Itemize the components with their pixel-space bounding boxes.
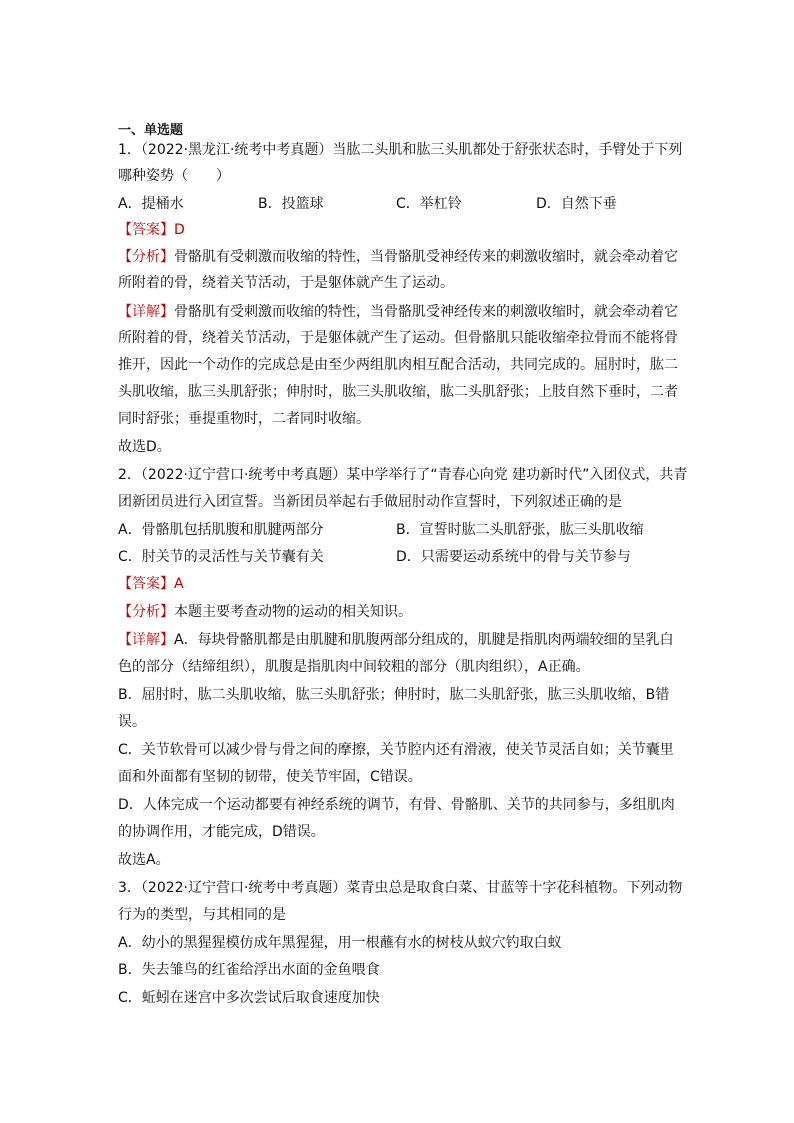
q1-conclusion: 故选D。 — [118, 439, 171, 455]
q1-detail-line1 — [118, 302, 678, 322]
q3-stem-line2: 行为的类型，与其相同的是 — [118, 907, 286, 923]
q1-detail-line3: 推开，因此一个动作的完成总是由至少两组肌肉相互配合活动，共同完成的。屈肘时，肱二 — [118, 357, 678, 373]
q2-stem-line2: 团新团员进行入团宣誓。当新团员举起右手做屈肘动作宣誓时，下列叙述正确的是 — [118, 494, 622, 510]
q1-analysis-line1 — [118, 247, 678, 267]
q2-answer — [118, 574, 678, 594]
q1-detail-line4: 头肌收缩，肱三头肌舒张；伸肘时，肱三头肌收缩，肱二头肌舒张；上肢自然下垂时，二者 — [118, 384, 678, 400]
q2-detail-line3: B．屈肘时，肱二头肌收缩，肱三头肌舒张；伸肘时，肱二头肌舒张，肱三头肌收缩，B错 — [118, 687, 670, 703]
q2-detail-line8: 的协调作用，才能完成，D错误。 — [118, 824, 325, 840]
q2-answer-tag: 【答案】 — [118, 576, 174, 592]
q1-detail-text1: 骨骼肌有受刺激而收缩的特性，当骨骼肌受神经传来的刺激收缩时，就会牵动着它 — [174, 304, 678, 320]
q2-analysis-text1: 本题主要考查动物的运动的相关知识。 — [174, 604, 412, 620]
q1-detail-tag: 【详解】 — [118, 304, 174, 320]
q2-detail-line7: D．人体完成一个运动都要有神经系统的调节，有骨、骨骼肌、关节的共同参与，多组肌肉 — [118, 797, 675, 813]
q1-stem-line2: 哪种姿势（ ） — [118, 168, 230, 184]
q1-answer-value: D — [174, 222, 185, 238]
q2-analysis-tag: 【分析】 — [118, 604, 174, 620]
q1-stem-line1: 1．（2022·黑龙江·统考中考真题）当肱二头肌和肱三头肌都处于舒张状态时，手臂处于下列 — [118, 142, 683, 158]
q1-option-b: B．投篮球 — [258, 196, 324, 212]
q1-detail-line5: 同时舒张；垂提重物时，二者同时收缩。 — [118, 411, 370, 427]
q2-detail-line1 — [118, 630, 678, 650]
q1-analysis-line2: 所附着的骨，绕着关节活动，于是躯体就产生了运动。 — [118, 275, 454, 291]
q2-option-b: B．宣誓时肱二头肌舒张，肱三头肌收缩 — [396, 522, 644, 538]
q2-stem-line1: 2．（2022·辽宁营口·统考中考真题）某中学举行了“青春心向党 建功新时代”入团仪式，共青 — [118, 467, 688, 483]
q2-option-a: A．骨骼肌包括肌腹和肌腱两部分 — [118, 522, 324, 538]
q2-detail-tag: 【详解】 — [118, 632, 174, 648]
q1-analysis-tag: 【分析】 — [118, 249, 174, 265]
q3-stem-line1: 3．（2022·辽宁营口·统考中考真题）菜青虫总是取食白菜、甘蓝等十字花科植物。下列动物 — [118, 880, 683, 896]
q2-detail-line5: C．关节软骨可以减少骨与骨之间的摩擦，关节腔内还有滑液，使关节灵活自如；关节囊里 — [118, 742, 674, 758]
q3-option-b: B．失去雏鸟的红雀给浮出水面的金鱼喂食 — [118, 962, 380, 978]
q2-detail-line6: 面和外面都有坚韧的韧带，使关节牢固，C错误。 — [118, 769, 422, 785]
q1-answer — [118, 220, 678, 240]
q1-option-d: D．自然下垂 — [536, 196, 617, 212]
section-title: 一、单选题 — [118, 123, 184, 138]
q1-option-a: A．提桶水 — [118, 196, 184, 212]
q3-option-a: A．幼小的黑猩猩模仿成年黑猩猩，用一根蘸有水的树枝从蚁穴钓取白蚁 — [118, 935, 562, 951]
q3-option-c: C．蚯蚓在迷宫中多次尝试后取食速度加快 — [118, 990, 380, 1006]
q2-answer-value: A — [174, 576, 184, 592]
q2-option-d: D．只需要运动系统中的骨与关节参与 — [396, 549, 631, 565]
q2-analysis-line1 — [118, 602, 678, 622]
q1-answer-tag: 【答案】 — [118, 222, 174, 238]
q2-detail-line2: 色的部分（结缔组织），肌腹是指肌肉中间较粗的部分（肌肉组织），A正确。 — [118, 659, 590, 675]
q1-detail-line2: 所附着的骨，绕着关节活动，于是躯体就产生了运动。但骨骼肌只能收缩牵拉骨而不能将骨 — [118, 330, 678, 346]
q2-detail-line4: 误。 — [118, 714, 146, 730]
q2-detail-text1: A．每块骨骼肌都是由肌腱和肌腹两部分组成的，肌腱是指肌肉两端较细的呈乳白 — [174, 632, 674, 648]
q1-option-c: C．举杠铃 — [396, 196, 462, 212]
q2-conclusion: 故选A。 — [118, 852, 170, 868]
q1-analysis-text1: 骨骼肌有受刺激而收缩的特性，当骨骼肌受神经传来的刺激收缩时，就会牵动着它 — [174, 249, 678, 265]
q2-option-c: C．肘关节的灵活性与关节囊有关 — [118, 549, 324, 565]
